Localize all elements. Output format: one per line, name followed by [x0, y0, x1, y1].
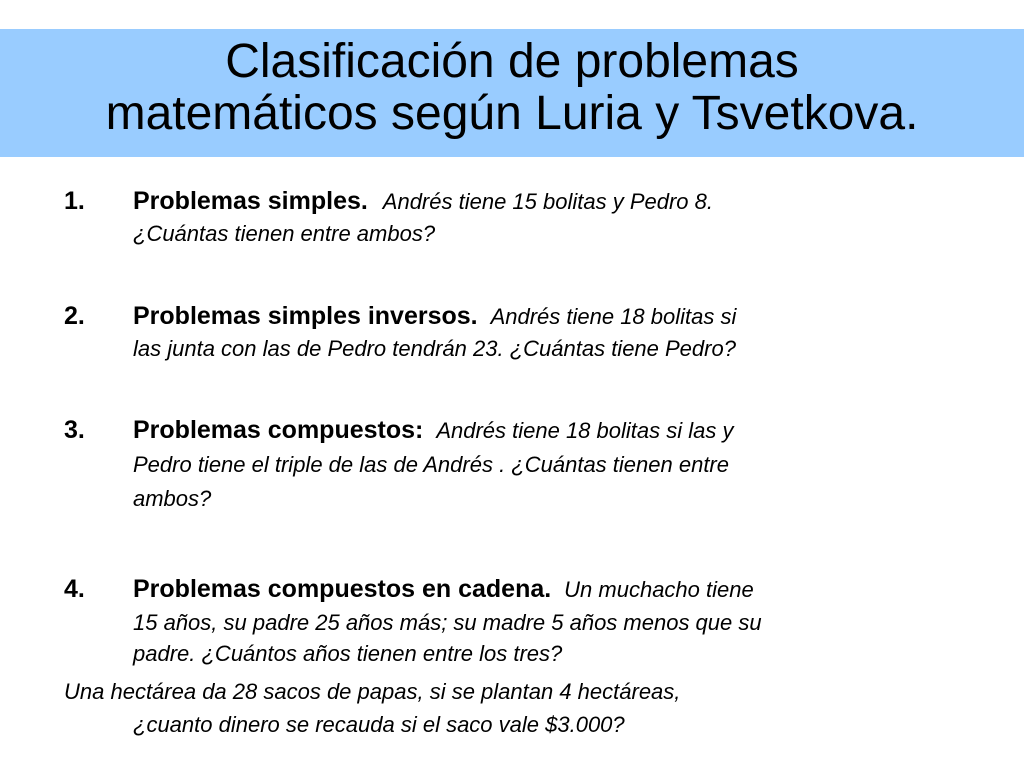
item-line-3: ambos?	[133, 486, 212, 511]
item-line-1	[133, 184, 973, 219]
note-line-1: Una hectárea da 28 sacos de papas, si se plantan 4 hectáreas,	[64, 679, 681, 704]
title-line-2: matemáticos según Luria y Tsvetkova.	[105, 87, 919, 140]
item-line-1	[133, 572, 973, 607]
item-content	[133, 413, 973, 516]
item-content	[133, 184, 973, 249]
title-line-1: Clasificación de problemas	[225, 35, 799, 88]
note-line-2: ¿cuanto dinero se recauda si el saco vale $3.000?	[133, 712, 625, 737]
item-number: 1.	[64, 187, 85, 215]
item-heading: Problemas simples.	[133, 187, 368, 215]
item-line-2: 15 años, su padre 25 años más; su madre 5 años menos que su	[133, 610, 762, 635]
item-heading: Problemas compuestos en cadena.	[133, 575, 552, 603]
item-line-2: Pedro tiene el triple de las de Andrés . ¿Cuántas tienen entre	[133, 452, 729, 477]
item-content	[133, 299, 973, 364]
extra-problem-note	[64, 675, 964, 741]
item-line-1	[133, 413, 973, 448]
item-text: Un muchacho tiene	[564, 577, 754, 602]
item-text: Andrés tiene 18 bolitas si las y	[436, 418, 734, 443]
item-number: 4.	[64, 575, 85, 603]
item-heading: Problemas simples inversos.	[133, 302, 478, 330]
item-line-3: padre. ¿Cuántos años tienen entre los tres?	[133, 641, 563, 666]
item-number: 2.	[64, 302, 85, 330]
item-text: Andrés tiene 18 bolitas si	[490, 304, 737, 329]
item-line-2: ¿Cuántas tienen entre ambos?	[133, 221, 436, 246]
item-content	[133, 572, 973, 669]
item-text: Andrés tiene 15 bolitas y Pedro 8.	[382, 189, 713, 214]
item-line-1	[133, 299, 973, 334]
item-number: 3.	[64, 416, 85, 444]
item-line-2: las junta con las de Pedro tendrán 23. ¿Cuántas tiene Pedro?	[133, 336, 736, 361]
item-heading: Problemas compuestos:	[133, 416, 424, 444]
